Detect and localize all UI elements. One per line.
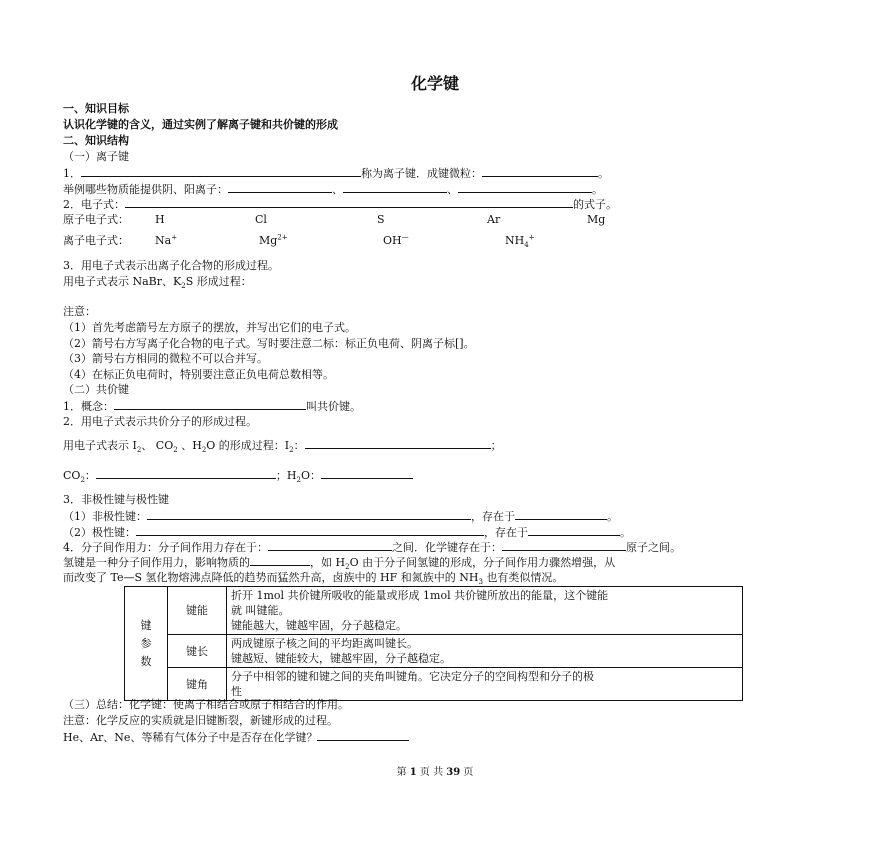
text: 而改变了 Te—S 氢化物熔沸点降低的趋势而猛然升高，卤族中的 HF 和氮族中的 NH (63, 571, 479, 584)
subscript: 2 (289, 446, 294, 455)
subscript: 4 (524, 241, 529, 250)
covalent-formation (63, 437, 502, 453)
ion-formula (259, 233, 383, 248)
text: 用电子式表示 NaBr、K (63, 275, 182, 288)
footer-text: 第 (396, 767, 407, 778)
learning-goal: 认识化学键的含义，通过实例了解离子键和共价键的形成 (63, 118, 338, 131)
note-item: （1）首先考虑箭号左方原子的摆放，并写出它们的电子式。 (63, 321, 356, 334)
examples-prefix: 举例哪些物质能提供阴、阳离子： (63, 183, 228, 196)
desc-line: 两成键原子核之间的平均距离叫键长。 (231, 637, 418, 650)
ionic-q1 (63, 165, 609, 181)
param-name: 键能 (168, 587, 227, 635)
text: （1）非极性键： (63, 510, 147, 523)
q2-end: 的式子。 (573, 198, 617, 211)
answer-blank[interactable] (96, 467, 276, 479)
question-text: He、Ar、Ne、等稀有气体分子中是否存在化学键？ (63, 731, 318, 744)
note-item: （2）箭号右方写离子化合物的电子式。写时要注意二标：标正负电荷、阴离子标[]。 (63, 337, 475, 350)
note-heading: 注意： (63, 305, 96, 318)
nabr-formation (63, 274, 252, 289)
table-row (125, 635, 743, 668)
text: 、H (177, 439, 202, 452)
text: O： (300, 469, 321, 482)
punct: 。 (598, 167, 609, 180)
ion-charge: + (171, 233, 178, 242)
text: （2）极性键： (63, 526, 136, 539)
q1-mid: 称为离子键．成键微粒： (361, 167, 482, 180)
page-title: 化学键 (410, 74, 459, 93)
answer-blank[interactable] (528, 524, 620, 536)
punct: 、 (447, 183, 458, 196)
subscript: 2 (80, 476, 85, 485)
text: ： (293, 439, 305, 452)
covalent-q3: 3．非极性键与极性键 (63, 493, 169, 506)
atom-symbol: Ar (487, 213, 501, 226)
text: 用电子式表示 I (63, 439, 137, 452)
param-description (227, 587, 743, 635)
subscript: 2 (296, 476, 301, 485)
text: 氢键是一种分子间作用力，影响物质的 (63, 556, 250, 569)
desc-line: 折开 1mol 共价键所吸收的能量或形成 1mol 共价键所放出的能量，这个键能 (231, 589, 609, 602)
answer-blank[interactable] (321, 467, 413, 479)
answer-blank[interactable] (136, 524, 484, 536)
answer-blank[interactable] (268, 539, 392, 551)
subscript: 2 (201, 446, 207, 455)
text: 叫共价键。 (306, 400, 361, 413)
page-number: 1 (409, 767, 417, 778)
ionic-q3: 3．用电子式表示出离子化合物的形成过程。 (63, 259, 279, 272)
ion-formula (155, 233, 259, 248)
desc-line: 分子中相邻的键和键之间的夹角叫键角。它决定分子的空间构型和分子的极 (231, 670, 594, 683)
subscript: 2 (345, 563, 350, 572)
q1-prefix: 1． (63, 167, 81, 180)
text: ； (490, 439, 502, 452)
desc-line: 性 (231, 685, 242, 698)
answer-blank[interactable] (502, 539, 626, 551)
text: ： (84, 469, 96, 482)
ion-symbol: Na (155, 234, 172, 247)
text: O 的形成过程：I (206, 439, 290, 452)
covalent-q2: 2．用电子式表示共价分子的形成过程。 (63, 415, 257, 428)
page-total: 39 (446, 767, 461, 778)
section-heading-structure: 二、知识结构 (63, 134, 129, 147)
covalent-q4 (63, 539, 681, 555)
answer-blank[interactable] (81, 165, 361, 177)
atom-symbol: Mg (587, 213, 606, 226)
text: CO (63, 469, 81, 482)
ion-symbol: Mg (259, 234, 278, 247)
atom-electron-formulas (63, 212, 605, 227)
summary: （三）总结：化学键：使离子相结合或原子相结合的作用。 (63, 698, 349, 711)
text: 、 CO (141, 439, 174, 452)
ion-formula (505, 233, 535, 248)
text: 。 (607, 510, 618, 523)
note-item: （4）在标正负电荷时，特别要注意正负电荷总数相等。 (63, 368, 334, 381)
footer-text: 页 共 (419, 767, 444, 778)
subscript: 2 (181, 282, 186, 291)
text: 之间．化学键存在于： (392, 541, 502, 554)
answer-blank[interactable] (317, 729, 409, 741)
text: 4．分子间作用力：分子间作用力存在于： (63, 541, 268, 554)
text: S 形成过程： (185, 275, 252, 288)
answer-blank[interactable] (114, 398, 306, 410)
hydrogen-bond-line1 (63, 554, 615, 570)
ion-symbol: NH (505, 234, 525, 247)
text: 原子之间。 (626, 541, 681, 554)
note-reaction: 注意：化学反应的实质就是旧键断裂，新键形成的过程。 (63, 714, 338, 727)
covalent-q1 (63, 398, 361, 414)
param-description (227, 668, 743, 701)
ion-charge: + (528, 233, 535, 242)
desc-line: 键越短、键能较大，键越牢固，分子越稳定。 (231, 652, 451, 665)
answer-blank[interactable] (482, 165, 598, 177)
ion-label: 离子电子式： (63, 234, 129, 247)
table-head-label: 键参数 (140, 618, 152, 668)
page-footer (0, 765, 870, 780)
footer-text: 页 (463, 767, 474, 778)
subscript: 2 (136, 446, 142, 455)
answer-blank[interactable] (458, 181, 592, 193)
text: ；H (275, 469, 297, 482)
answer-blank[interactable] (125, 196, 573, 208)
ion-charge: 2+ (277, 233, 288, 242)
param-name: 键长 (168, 635, 227, 668)
ion-formula (383, 233, 505, 248)
answer-blank[interactable] (343, 181, 447, 193)
table-row-header (125, 587, 168, 701)
ionic-q2 (63, 196, 617, 212)
note-item: （3）箭号右方相同的微粒不可以合并写。 (63, 352, 268, 365)
punct: 、 (332, 183, 343, 196)
noble-gas-question (63, 729, 409, 745)
hydrogen-bond-line2 (63, 570, 563, 585)
atom-symbol: H (155, 213, 165, 226)
answer-blank[interactable] (250, 554, 310, 566)
bond-parameters-table (124, 586, 743, 701)
table-row (125, 668, 743, 701)
atom-label: 原子电子式： (63, 213, 129, 226)
ion-symbol: OH (383, 234, 402, 247)
text: O 由于分子间氢键的形成，分子间作用力骤然增强，从 (349, 556, 616, 569)
text: 也有类似情况。 (482, 571, 564, 584)
text: ，存在于 (484, 526, 528, 539)
ionic-bond-heading: （一）离子键 (63, 150, 129, 163)
co2-h2o-line (63, 467, 413, 483)
nonpolar-bond-line (63, 508, 618, 524)
text: 。 (620, 526, 631, 539)
param-name: 键角 (168, 668, 227, 701)
text: 1．概念： (63, 400, 114, 413)
punct: 。 (592, 183, 603, 196)
atom-symbol: S (377, 213, 385, 226)
q2-prefix: 2．电子式： (63, 198, 125, 211)
ion-charge: — (401, 233, 409, 242)
answer-blank[interactable] (305, 437, 491, 449)
atom-symbol: Cl (255, 213, 267, 226)
ionic-examples (63, 181, 603, 197)
answer-blank[interactable] (515, 508, 607, 520)
desc-line: 键能越大，键越牢固，分子越稳定。 (231, 619, 407, 632)
desc-line: 就 叫键能。 (231, 604, 290, 617)
section-heading-goals: 一、知识目标 (63, 102, 129, 115)
answer-blank[interactable] (147, 508, 471, 520)
polar-bond-line (63, 524, 631, 540)
text: ，如 H (310, 556, 346, 569)
subscript: 2 (173, 446, 178, 455)
param-description (227, 635, 743, 668)
answer-blank[interactable] (228, 181, 332, 193)
table-row (125, 587, 743, 635)
subscript: 3 (478, 578, 483, 587)
text: ，存在于 (471, 510, 515, 523)
covalent-bond-heading: （二）共价键 (63, 383, 129, 396)
ion-electron-formulas (63, 233, 535, 248)
